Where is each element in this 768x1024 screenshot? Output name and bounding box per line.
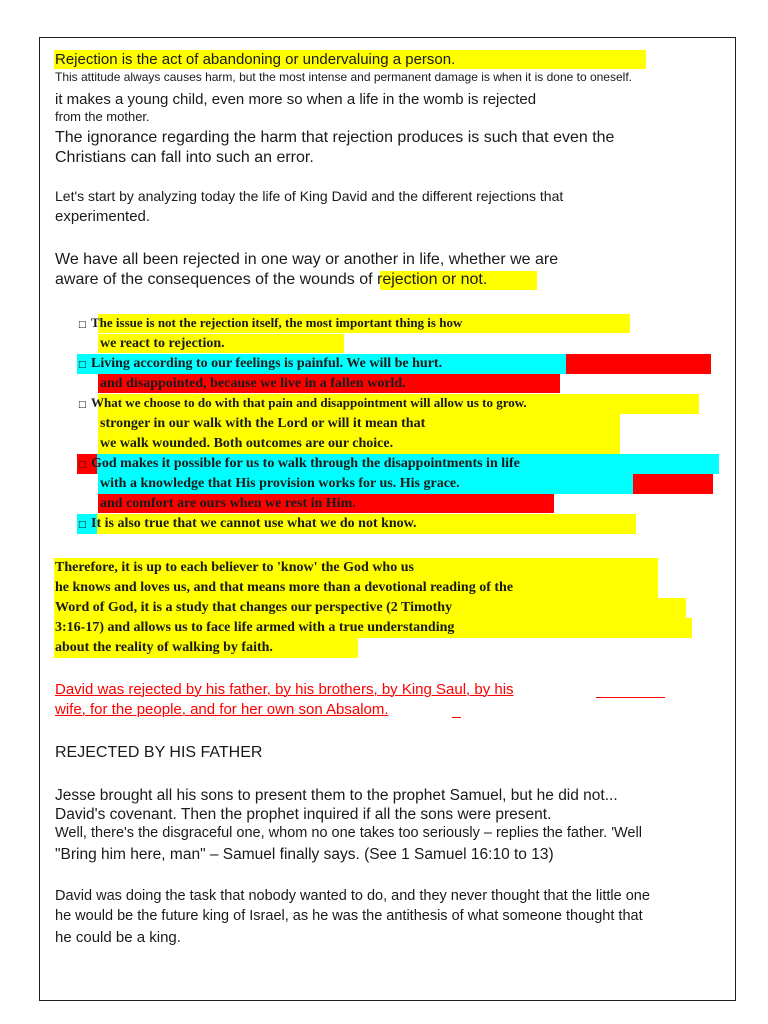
paragraph-line: Word of God, it is a study that changes our perspective (2 Timothy (55, 600, 453, 615)
paragraph-line: Therefore, it is up to each believer to 'know' the God who us (55, 560, 414, 575)
paragraph-line: 3:16-17) and allows us to face life armed with a true understanding (55, 620, 455, 635)
highlight-red (566, 354, 711, 374)
section-heading: REJECTED BY HIS FATHER (55, 744, 263, 761)
bullet-box-icon: □ (78, 400, 87, 410)
bullet-item-continuation: with a knowledge that His provision works for us. His grace. (100, 476, 460, 491)
bullet-item-continuation: stronger in our walk with the Lord or will it mean that (100, 416, 426, 431)
section-line: "Bring him here, man" – Samuel finally says. (See 1 Samuel 16:10 to 13) (55, 846, 554, 863)
intro-line: experimented. (55, 208, 151, 225)
paragraph-line: about the reality of walking by faith. (55, 640, 273, 655)
intro-line: Christians can fall into such an error. (55, 149, 314, 166)
bullet-box-icon: □ (78, 460, 87, 470)
bullet-box-icon: □ (78, 360, 87, 370)
bullet-item: □ It is also true that we cannot use what we do not know. (78, 516, 417, 531)
underline-trail (596, 697, 665, 698)
section-line: he could be a king. (55, 929, 181, 946)
bullet-item-continuation: we react to rejection. (100, 336, 225, 351)
intro-line: This attitude always causes harm, but the most intense and permanent damage is when it is done to oneself. (55, 70, 632, 84)
bullet-item: □ The issue is not the rejection itself, the most important thing is how (78, 315, 463, 330)
red-paragraph-line: David was rejected by his father, by his brothers, by King Saul, by his (55, 681, 514, 698)
bullet-item-continuation: and disappointed, because we live in a fallen world. (100, 376, 406, 391)
intro-line: The ignorance regarding the harm that rejection produces is such that even the (55, 129, 615, 146)
section-line: David's covenant. Then the prophet inquired if all the sons were present. (55, 806, 552, 823)
intro-line: We have all been rejected in one way or another in life, whether we are (55, 251, 559, 268)
bullet-item-continuation: we walk wounded. Both outcomes are our choice. (100, 436, 394, 451)
intro-line: Let's start by analyzing today the life of King David and the different rejections that (55, 188, 564, 204)
intro-line: it makes a young child, even more so when a life in the womb is rejected (55, 91, 537, 108)
bullet-box-icon: □ (78, 520, 87, 530)
bullet-item-continuation: and comfort are ours when we rest in Him. (100, 496, 356, 511)
underline-trail (452, 717, 461, 718)
section-line: Well, there's the disgraceful one, whom no one takes too seriously – replies the father. 'Well (55, 825, 642, 841)
bullet-item: □ Living according to our feelings is painful. We will be hurt. (78, 356, 443, 371)
bullet-box-icon: □ (78, 320, 87, 330)
red-paragraph-line: wife, for the people, and for her own son Absalom. (55, 701, 389, 718)
intro-line: aware of the consequences of the wounds of rejection or not. (55, 271, 488, 288)
section-line: David was doing the task that nobody wanted to do, and they never thought that the little one (55, 888, 650, 904)
section-line: he would be the future king of Israel, as he was the antithesis of what someone thought that (55, 908, 643, 924)
section-line: Jesse brought all his sons to present them to the prophet Samuel, but he did not... (55, 787, 618, 804)
highlight-red (633, 474, 713, 494)
paragraph-line: he knows and loves us, and that means more than a devotional reading of the (55, 580, 514, 595)
intro-line: from the mother. (55, 109, 150, 124)
bullet-item: □ What we choose to do with that pain and disappointment will allow us to grow. (78, 395, 527, 410)
intro-line: Rejection is the act of abandoning or undervaluing a person. (55, 51, 456, 68)
bullet-item: □ God makes it possible for us to walk through the disappointments in life (78, 456, 520, 471)
